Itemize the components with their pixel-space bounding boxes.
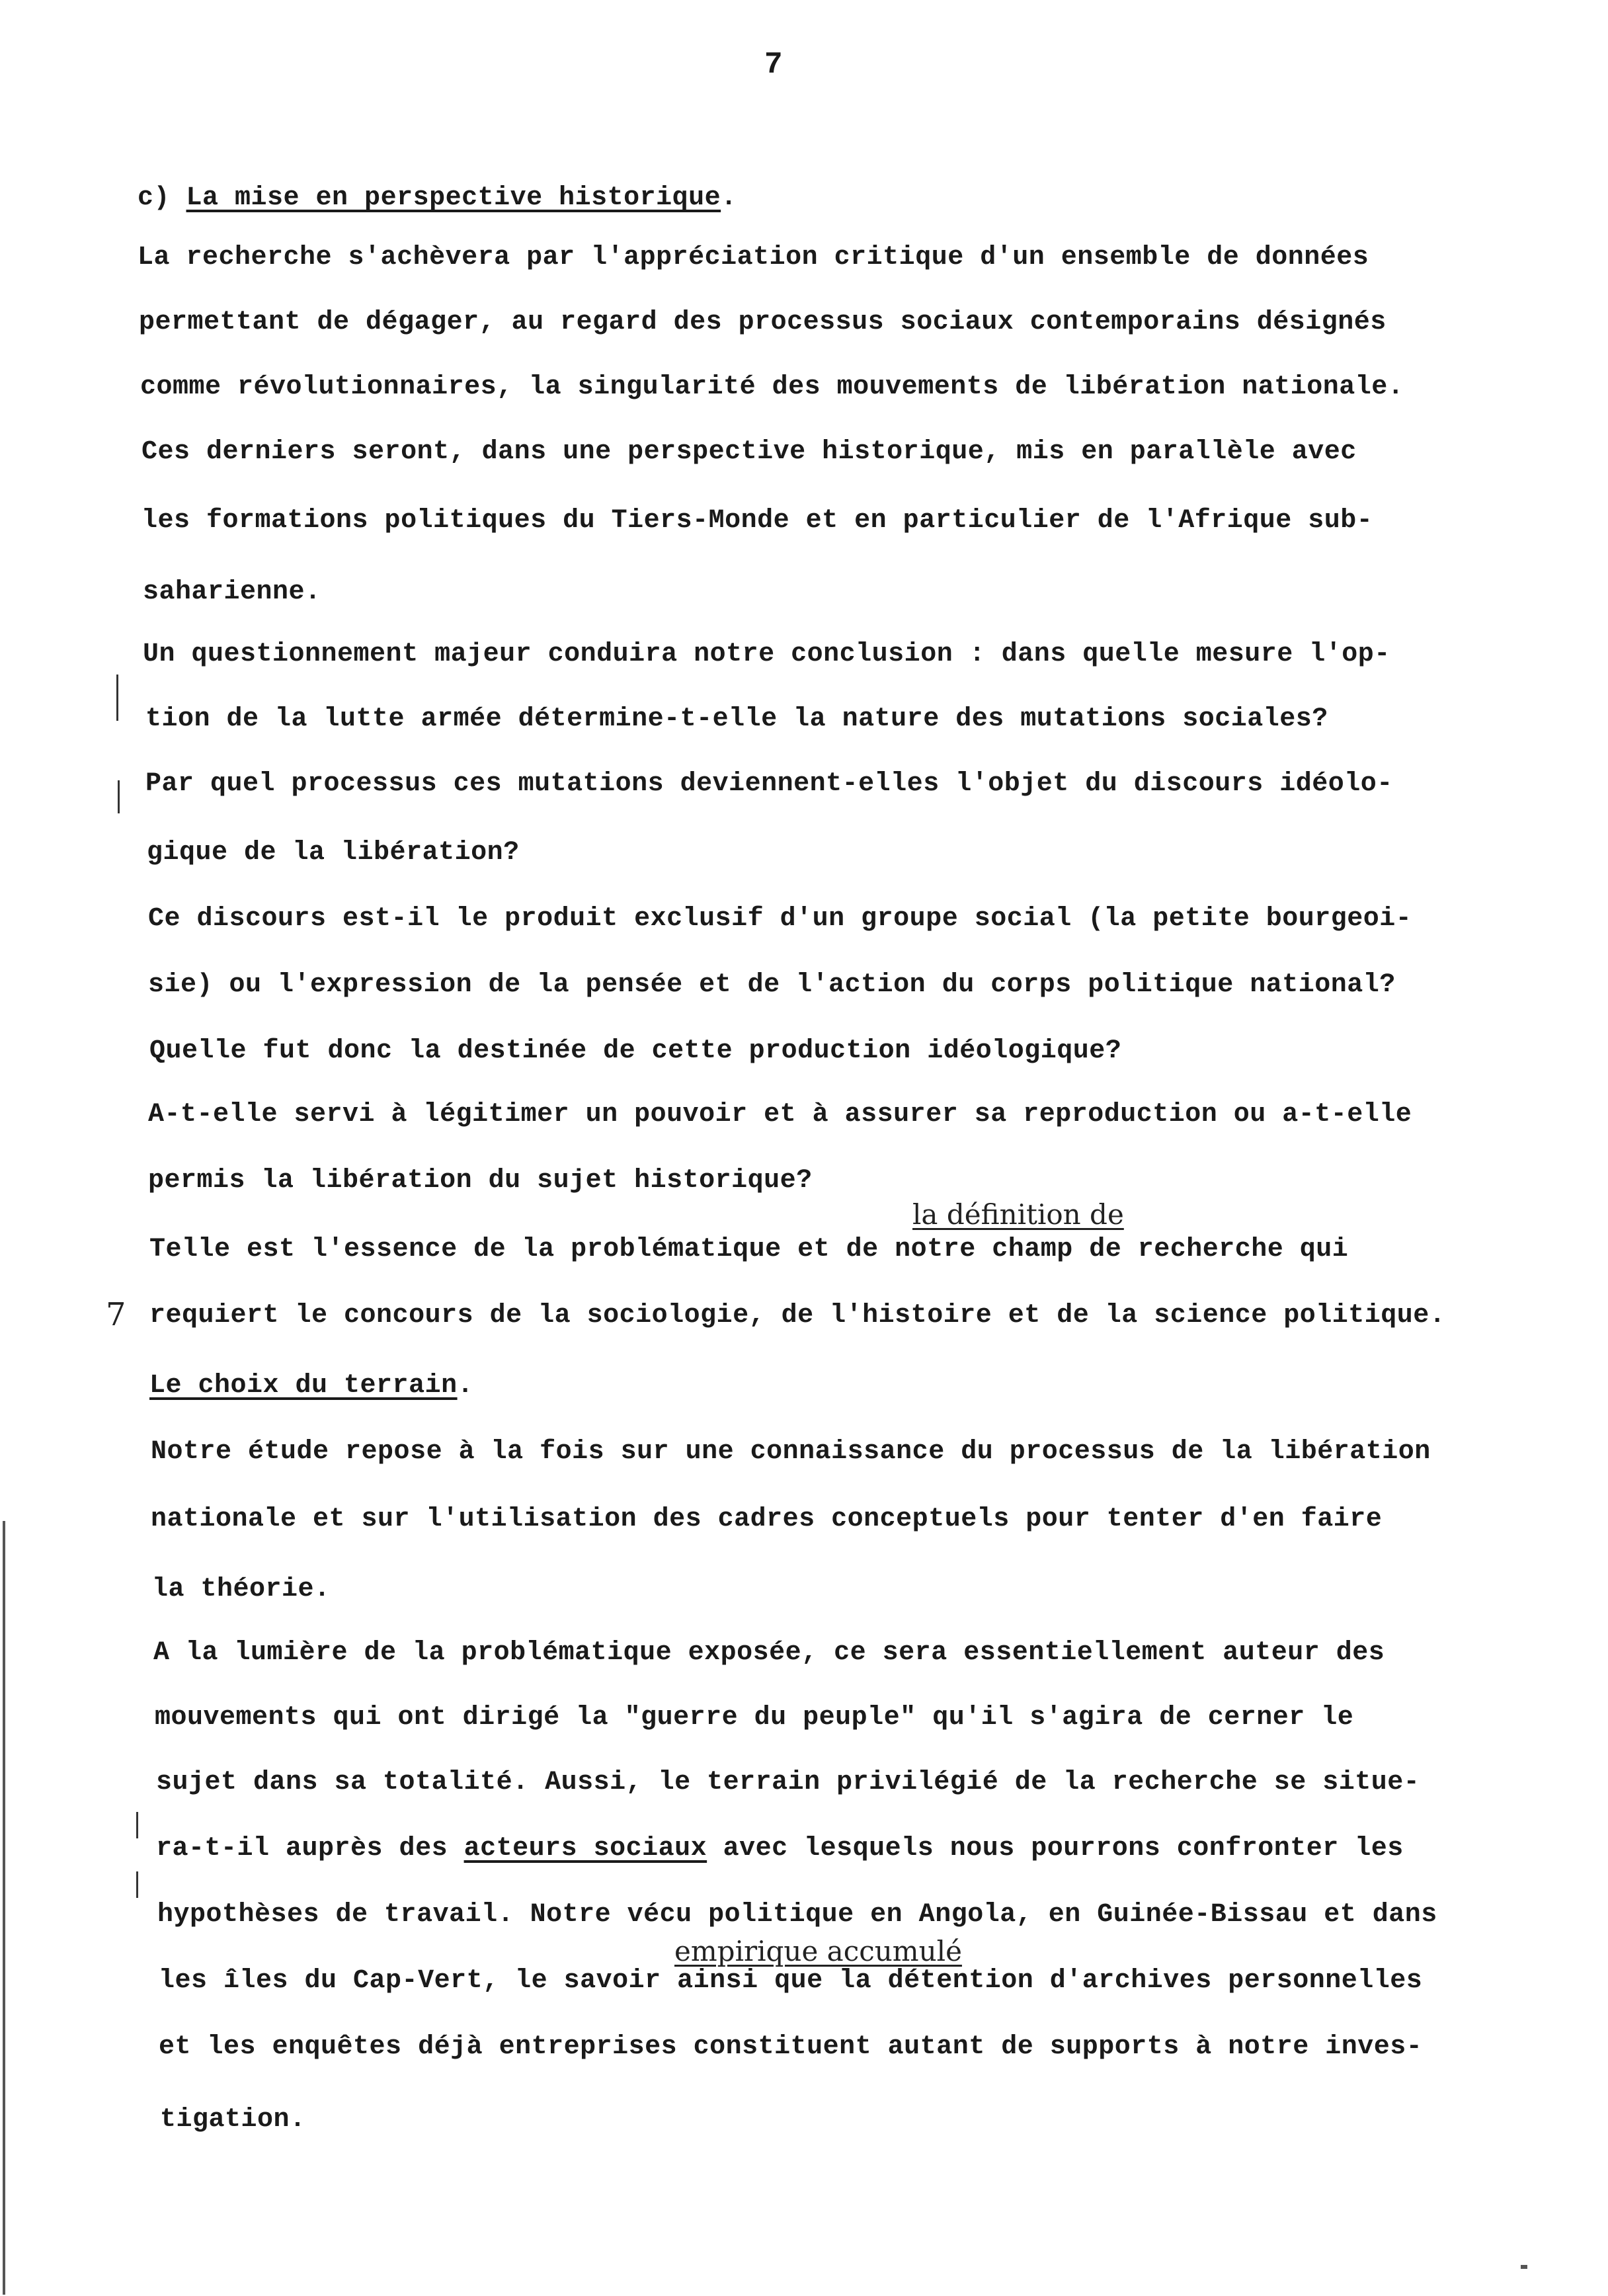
text-line: sujet dans sa totalité. Aussi, le terrain privilégié de la recherche se situe- [156, 1768, 1420, 1797]
section-heading-c [138, 185, 737, 212]
text-line: sie) ou l'expression de la pensée et de l'action du corps politique national? [148, 970, 1396, 1000]
text-line: mouvements qui ont dirigé la "guerre du peuple" qu'il s'agira de cerner le [155, 1703, 1354, 1733]
text-line: A-t-elle servi à légitimer un pouvoir et à assurer sa reproduction ou a-t-elle [148, 1100, 1412, 1129]
heading-prefix: c) [138, 183, 186, 213]
margin-line [118, 780, 120, 813]
heading-title: Le choix du terrain [149, 1371, 458, 1401]
scan-edge [3, 1521, 5, 2295]
handwritten-insertion: empirique accumulé [674, 1935, 962, 1967]
text-line: Ce discours est-il le produit exclusif d'un groupe social (la petite bourgeoi- [148, 904, 1412, 934]
text-line: Par quel processus ces mutations deviennent-elles l'objet du discours idéolo- [145, 769, 1393, 799]
text-line: comme révolutionnaires, la singularité des mouvements de libération nationale. [140, 372, 1404, 402]
text-span: ra-t-il auprès des [156, 1834, 464, 1864]
underlined-phrase: acteurs sociaux [463, 1834, 707, 1864]
margin-line [136, 1812, 138, 1838]
text-line: tion de la lutte armée détermine-t-elle la nature des mutations sociales? [145, 704, 1328, 734]
heading-title: La mise en perspective historique [186, 183, 721, 213]
text-line: Quelle fut donc la destinée de cette production idéologique? [149, 1036, 1122, 1066]
text-line: hypothèses de travail. Notre vécu politique en Angola, en Guinée-Bissau et dans [157, 1900, 1437, 1930]
text-line: La recherche s'achèvera par l'appréciation critique d'un ensemble de données [138, 243, 1369, 272]
text-line: saharienne. [143, 577, 321, 607]
text-line: A la lumière de la problématique exposée, ce sera essentiellement auteur des [153, 1638, 1385, 1668]
text-line: tigation. [160, 2105, 306, 2135]
text-line: les formations politiques du Tiers-Monde et en particulier de l'Afrique sub- [141, 506, 1373, 536]
section-heading-terrain [149, 1373, 473, 1399]
margin-line [136, 1871, 138, 1898]
text-line: permis la libération du sujet historique? [148, 1166, 813, 1196]
text-line: les îles du Cap-Vert, le savoir ainsi que la détention d'archives personnelles [159, 1966, 1423, 1996]
text-line: Telle est l'essence de la problématique et de notre champ de recherche qui [149, 1235, 1349, 1264]
text-line: requiert le concours de la sociologie, de l'histoire et de la science politique. [149, 1301, 1446, 1331]
handwritten-insertion: la définition de [912, 1198, 1124, 1231]
scan-speck [1521, 2265, 1527, 2269]
text-line: la théorie. [152, 1575, 331, 1604]
heading-suffix: . [457, 1371, 474, 1401]
text-span: avec lesquels nous pourrons confronter les [707, 1834, 1404, 1864]
text-line: gique de la libération? [147, 838, 520, 868]
text-line [156, 1836, 1404, 1862]
text-line: Ces derniers seront, dans une perspective historique, mis en parallèle avec [141, 437, 1357, 467]
page-number: 7 [764, 48, 783, 82]
text-line: nationale et sur l'utilisation des cadres conceptuels pour tenter d'en faire [151, 1504, 1383, 1534]
heading-suffix: . [721, 183, 737, 213]
text-line: permettant de dégager, au regard des processus sociaux contemporains désignés [139, 308, 1387, 337]
margin-line [116, 675, 118, 721]
text-line: Notre étude repose à la fois sur une connaissance du processus de la libération [151, 1437, 1431, 1467]
text-line: et les enquêtes déjà entreprises constituent autant de supports à notre inves- [159, 2032, 1423, 2062]
margin-mark: 7 [106, 1296, 126, 1333]
text-line: Un questionnement majeur conduira notre conclusion : dans quelle mesure l'op- [143, 639, 1390, 669]
